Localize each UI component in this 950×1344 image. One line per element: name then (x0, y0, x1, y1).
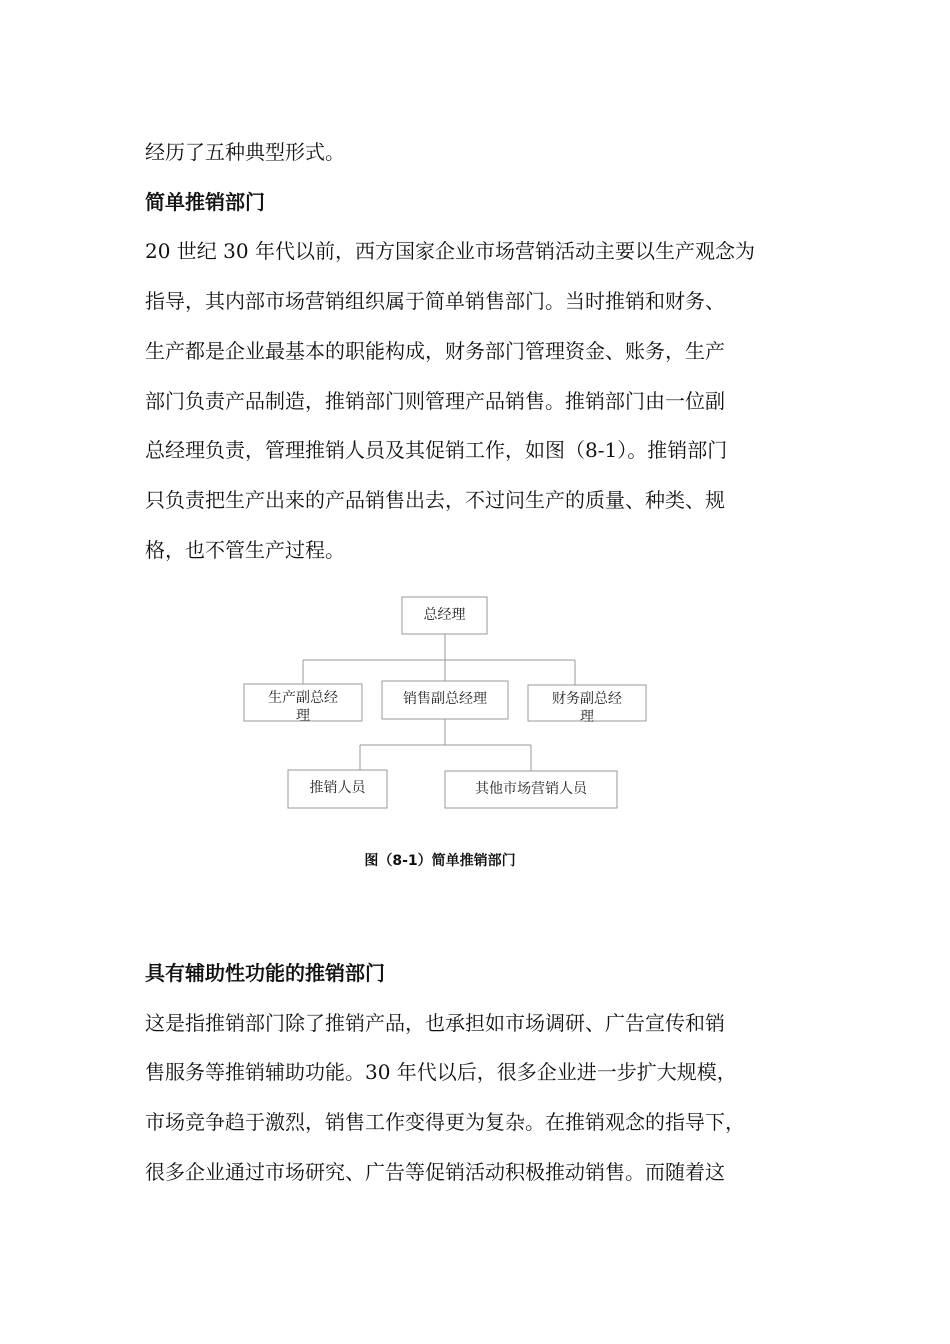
paragraph-line: 格，也不管生产过程。 (145, 538, 345, 562)
section-heading-auxiliary-sales: 具有辅助性功能的推销部门 (145, 961, 385, 985)
paragraph-line: 部门负责产品制造，推销部门则管理产品销售。推销部门由一位副 (145, 389, 725, 413)
paragraph-line: 总经理负责，管理推销人员及其促销工作，如图（8-1）。推销部门 (145, 438, 728, 462)
node-label: 财务副总经 (552, 691, 622, 707)
node-label: 推销人员 (309, 780, 366, 796)
section-heading-simple-sales: 简单推销部门 (145, 190, 265, 214)
node-label: 总经理 (423, 607, 466, 623)
node-other-marketing-staff (445, 771, 617, 808)
figure-caption: 图（8-1）简单推销部门 (364, 853, 516, 869)
node-production-vp (244, 684, 362, 724)
paragraph-line: 生产都是企业最基本的职能构成，财务部门管理资金、账务，生产 (145, 339, 725, 363)
paragraph-line: 售服务等推销辅助功能。30 年代以后，很多企业进一步扩大规模， (145, 1060, 737, 1084)
node-label: 理 (580, 709, 594, 725)
paragraph-line: 市场竞争趋于激烈，销售工作变得更为复杂。在推销观念的指导下， (145, 1110, 745, 1134)
node-label: 理 (296, 708, 310, 724)
paragraph-line: 只负责把生产出来的产品销售出去，不过问生产的质量、种类、规 (145, 488, 725, 512)
node-label: 其他市场营销人员 (475, 781, 587, 797)
paragraph-line: 指导，其内部市场营销组织属于简单销售部门。当时推销和财务、 (145, 289, 725, 313)
node-sales-vp (382, 681, 508, 719)
node-general-manager (402, 597, 487, 634)
node-label: 销售副总经理 (403, 691, 487, 707)
node-label: 生产副总经 (268, 690, 338, 706)
node-salespeople (288, 770, 387, 808)
paragraph-line: 20 世纪 30 年代以前，西方国家企业市场营销活动主要以生产观念为 (145, 239, 755, 263)
paragraph-line: 这是指推销部门除了推销产品，也承担如市场调研、广告宣传和销 (145, 1011, 725, 1035)
node-finance-vp (528, 685, 646, 725)
paragraph-line: 很多企业通过市场研究、广告等促销活动积极推动销售。而随着这 (145, 1160, 725, 1184)
intro-line: 经历了五种典型形式。 (145, 140, 345, 164)
